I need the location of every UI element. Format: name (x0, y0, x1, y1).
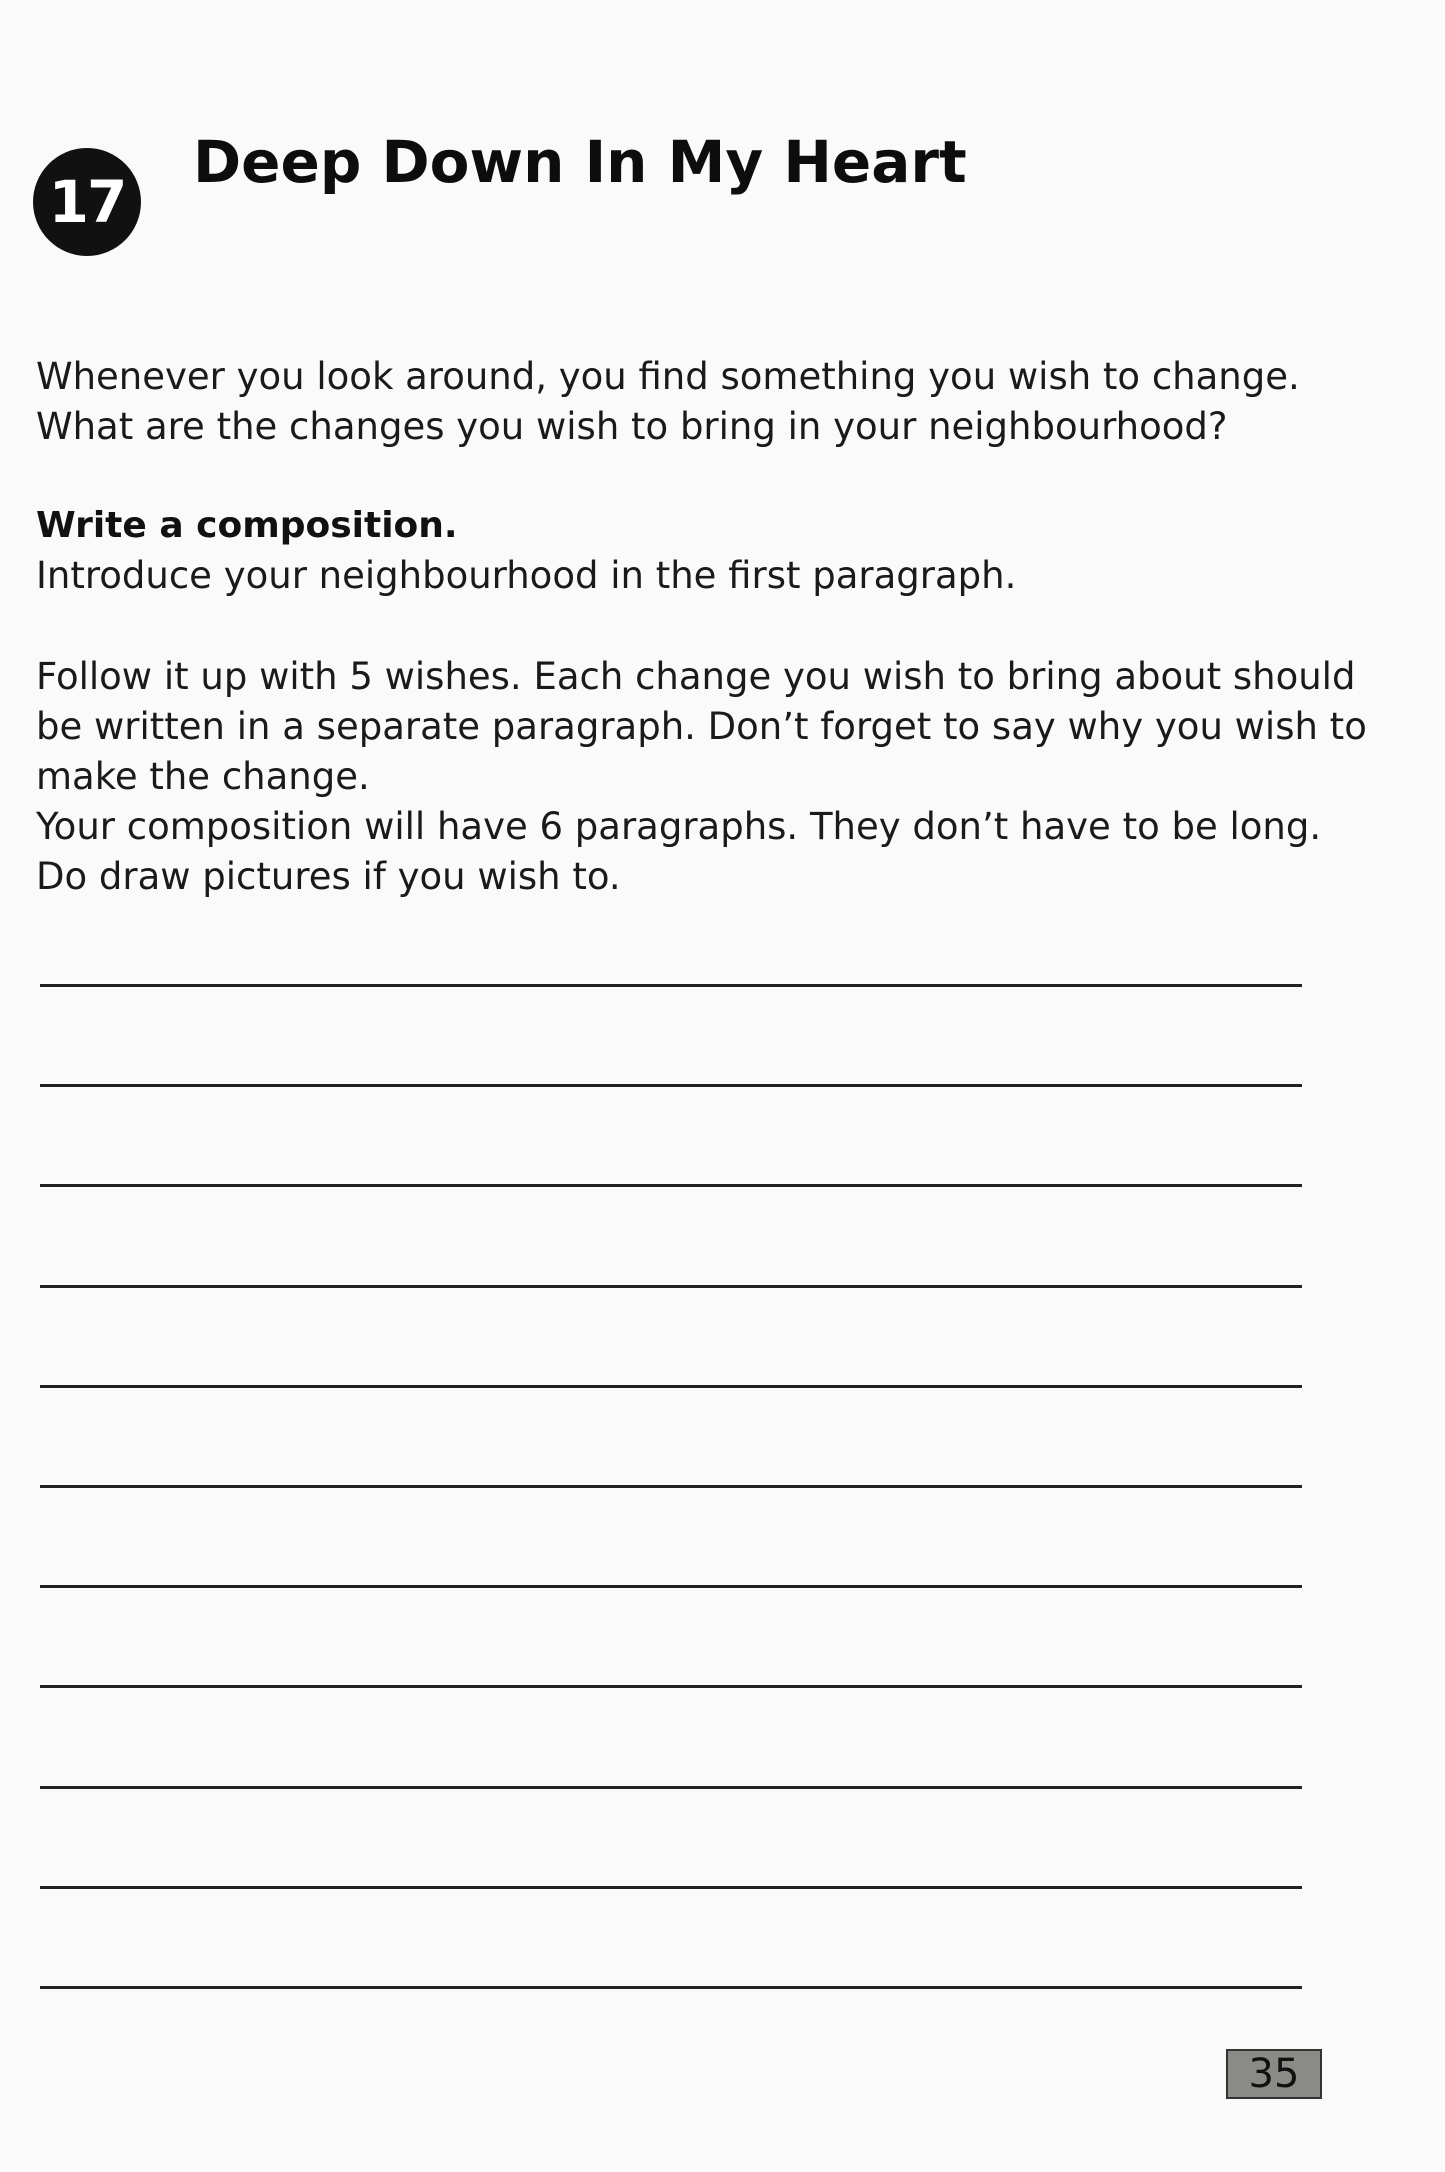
writing-line[interactable] (40, 1084, 1302, 1087)
writing-line[interactable] (40, 984, 1302, 987)
writing-line[interactable] (40, 1485, 1302, 1488)
details-line: Your composition will have 6 paragraphs. They don’t have to be long. (36, 805, 1322, 848)
writing-line[interactable] (40, 1786, 1302, 1789)
writing-line[interactable] (40, 1986, 1302, 1989)
details-line: make the change. (36, 755, 370, 798)
writing-line[interactable] (40, 1285, 1302, 1288)
intro-line: What are the changes you wish to bring in your neighbourhood? (36, 405, 1228, 448)
writing-line[interactable] (40, 1184, 1302, 1187)
writing-line[interactable] (40, 1385, 1302, 1388)
details-line: Follow it up with 5 wishes. Each change you wish to bring about should (36, 655, 1356, 698)
task-heading: Write a composition. (36, 505, 458, 546)
writing-area[interactable] (40, 0, 1302, 2172)
intro-line: Whenever you look around, you find something you wish to change. (36, 355, 1300, 398)
writing-line[interactable] (40, 1886, 1302, 1889)
writing-line[interactable] (40, 1585, 1302, 1588)
details-line: be written in a separate paragraph. Don’t forget to say why you wish to (36, 705, 1367, 748)
task-line: Introduce your neighbourhood in the first paragraph. (36, 554, 1017, 597)
lesson-number-badge: 17 (33, 148, 141, 256)
page-title: Deep Down In My Heart (193, 128, 967, 196)
details-line: Do draw pictures if you wish to. (36, 855, 621, 898)
page-number: 35 (1226, 2049, 1322, 2099)
writing-line[interactable] (40, 1685, 1302, 1688)
